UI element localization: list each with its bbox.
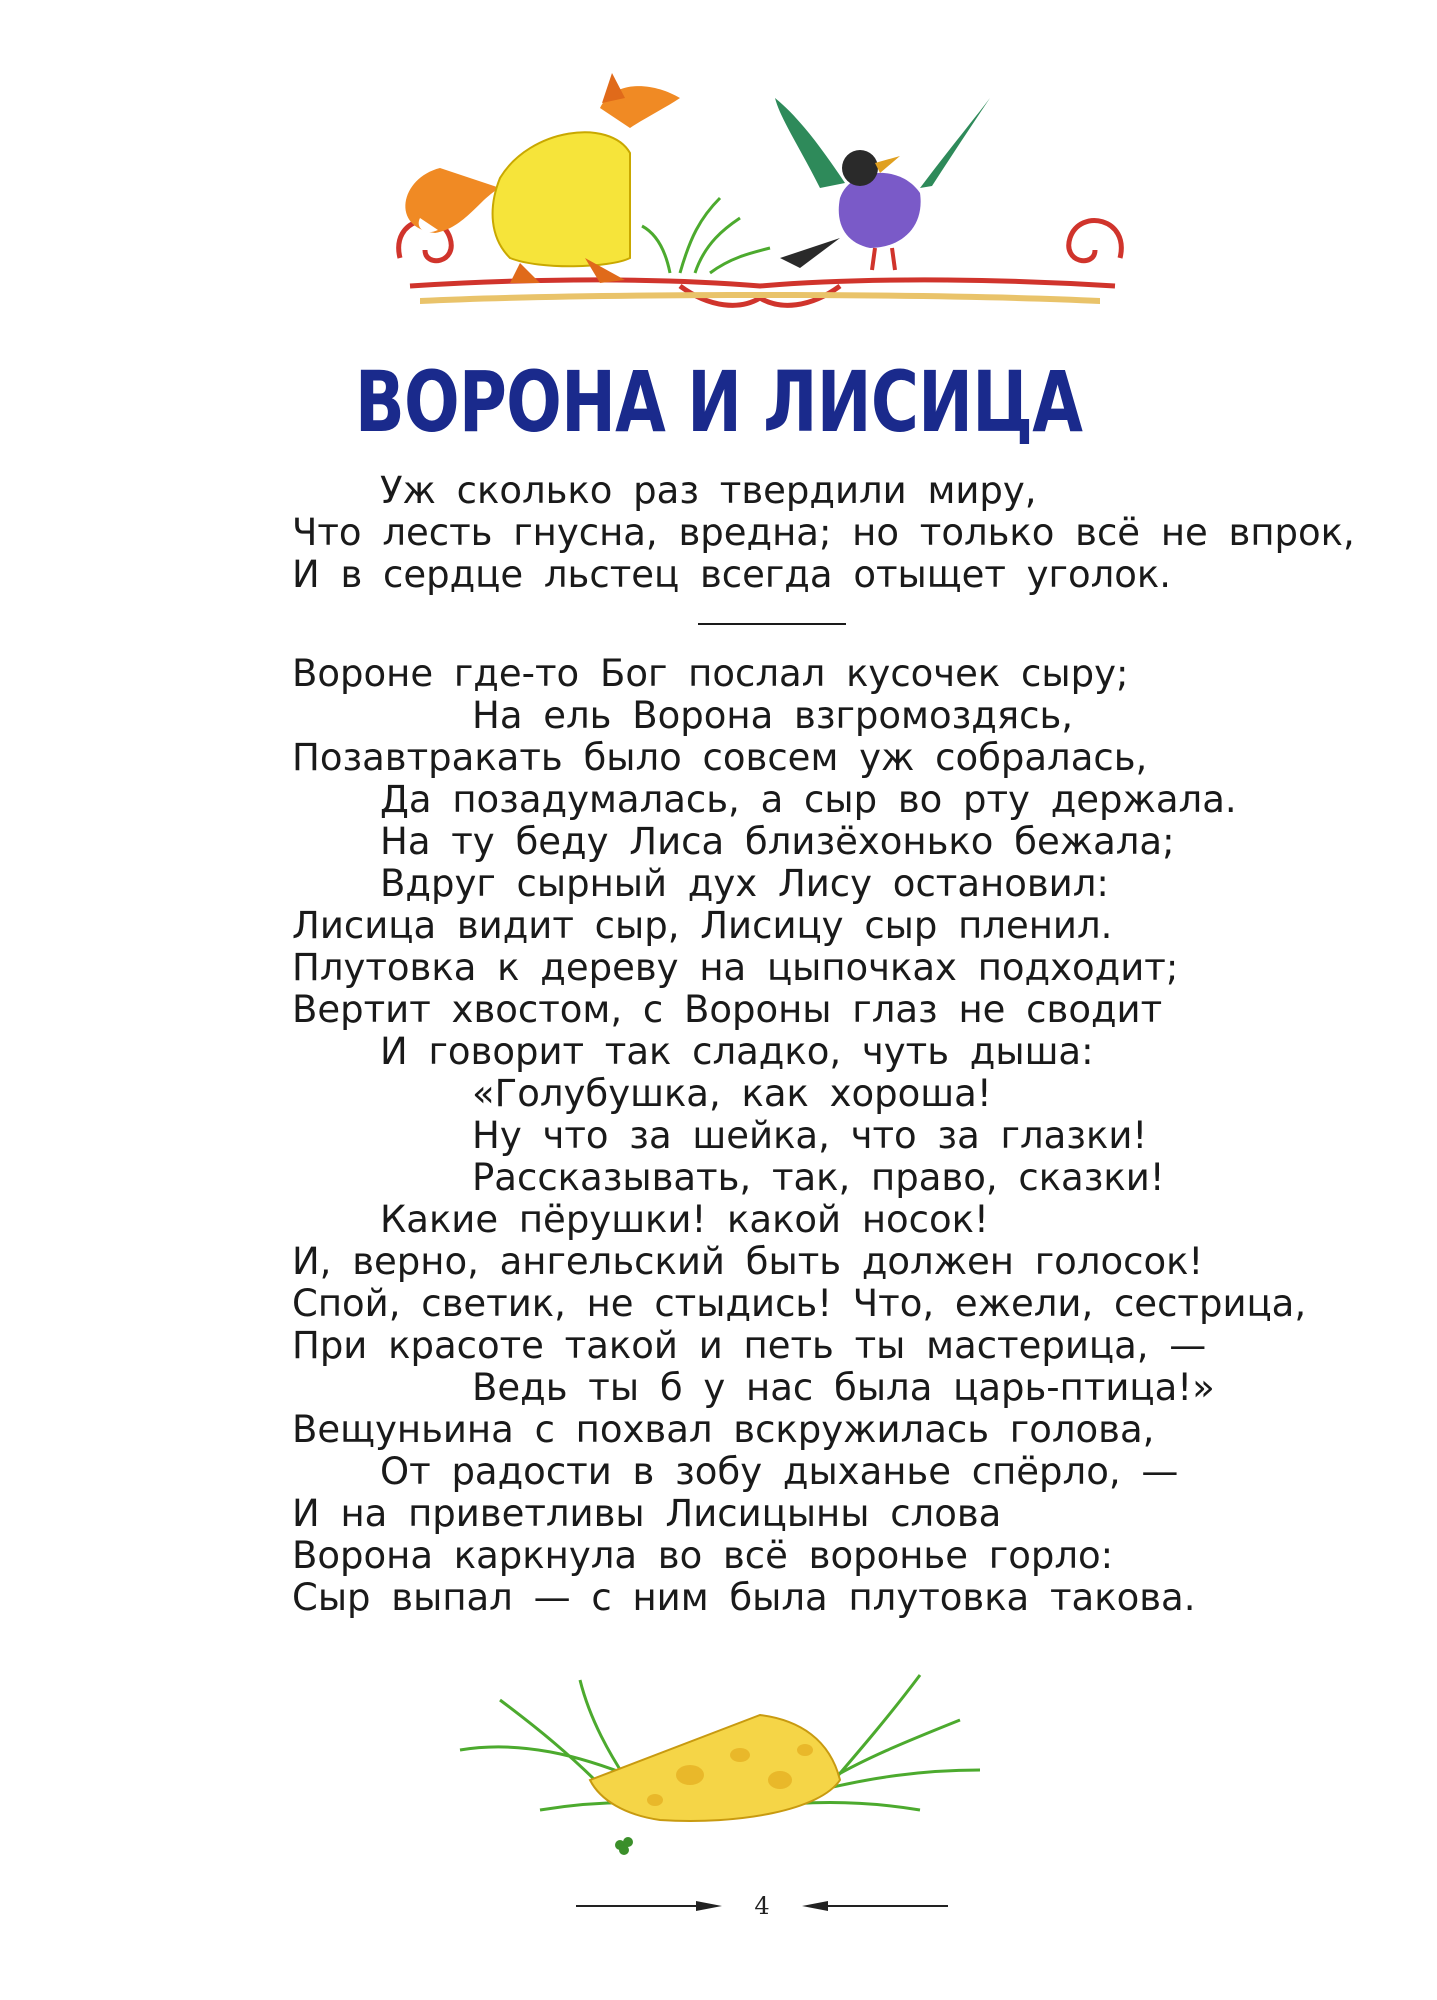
poem-line: Сыр выпал — с ним была плутовка такова. (292, 1576, 1196, 1619)
header-illustration (380, 58, 1140, 338)
grass-tuft (642, 198, 770, 273)
poem-line: И в сердце льстец всегда отыщет уголок. (292, 553, 1172, 596)
poem-line: И говорит так сладко, чуть дыша: (380, 1030, 1094, 1073)
left-rule (576, 1888, 726, 1924)
poem-line: Какие пёрушки! какой носок! (380, 1198, 989, 1241)
poem-line: Ворона каркнула во всё воронье горло: (292, 1534, 1114, 1577)
poem-line: «Голубушка, как хороша! (472, 1072, 992, 1115)
right-rule (798, 1888, 948, 1924)
poem-line: И, верно, ангельский быть должен голосок! (292, 1240, 1204, 1283)
ornament-band (420, 292, 1100, 304)
poem-line: Рассказывать, так, право, сказки! (472, 1156, 1165, 1199)
poem-line: Позавтракать было совсем уж собралась, (292, 736, 1148, 779)
section-divider (698, 623, 846, 625)
page-title: ВОРОНА И ЛИСИЦА (354, 353, 1083, 451)
poem-line: Ведь ты б у нас была царь-птица!» (472, 1366, 1215, 1409)
poem-line: Плутовка к дереву на цыпочках подходит; (292, 946, 1179, 989)
poem-line: Вороне где-то Бог послал кусочек сыру; (292, 652, 1129, 695)
crow-figure (775, 98, 990, 270)
poem-line: От радости в зобу дыханье спёрло, — (380, 1450, 1179, 1493)
poem-line: При красоте такой и петь ты мастерица, — (292, 1324, 1207, 1367)
fox-figure (405, 73, 680, 283)
poem-line: Вдруг сырный дух Лису остановил: (380, 862, 1109, 905)
poem-line: Лисица видит сыр, Лисицу сыр пленил. (292, 904, 1113, 947)
page-number: 4 (754, 1892, 770, 1920)
poem-line: Вертит хвостом, с Вороны глаз не сводит (292, 988, 1163, 1031)
cheese-wedge (590, 1715, 840, 1821)
poem-line: Ну что за шейка, что за глазки! (472, 1114, 1148, 1157)
clover-leaves (615, 1837, 633, 1855)
poem-line: Уж сколько раз твердили миру, (380, 469, 1037, 512)
poem-line: Да позадумалась, а сыр во рту держала. (380, 778, 1237, 821)
poem-line: Что лесть гнусна, вредна; но только всё не впрок, (292, 511, 1355, 554)
cheese-illustration (440, 1660, 1000, 1860)
poem-line: На ель Ворона взгромоздясь, (472, 694, 1074, 737)
poem-line: Спой, светик, не стыдись! Что, ежели, сестрица, (292, 1282, 1307, 1325)
poem-line: Вещуньина с похвал вскружилась голова, (292, 1408, 1155, 1451)
page-number-footer (0, 1888, 1437, 1924)
poem-line: И на приветливы Лисицыны слова (292, 1492, 1002, 1535)
poem-body (292, 469, 1355, 1619)
poem-line: На ту беду Лиса близёхонько бежала; (380, 820, 1175, 863)
